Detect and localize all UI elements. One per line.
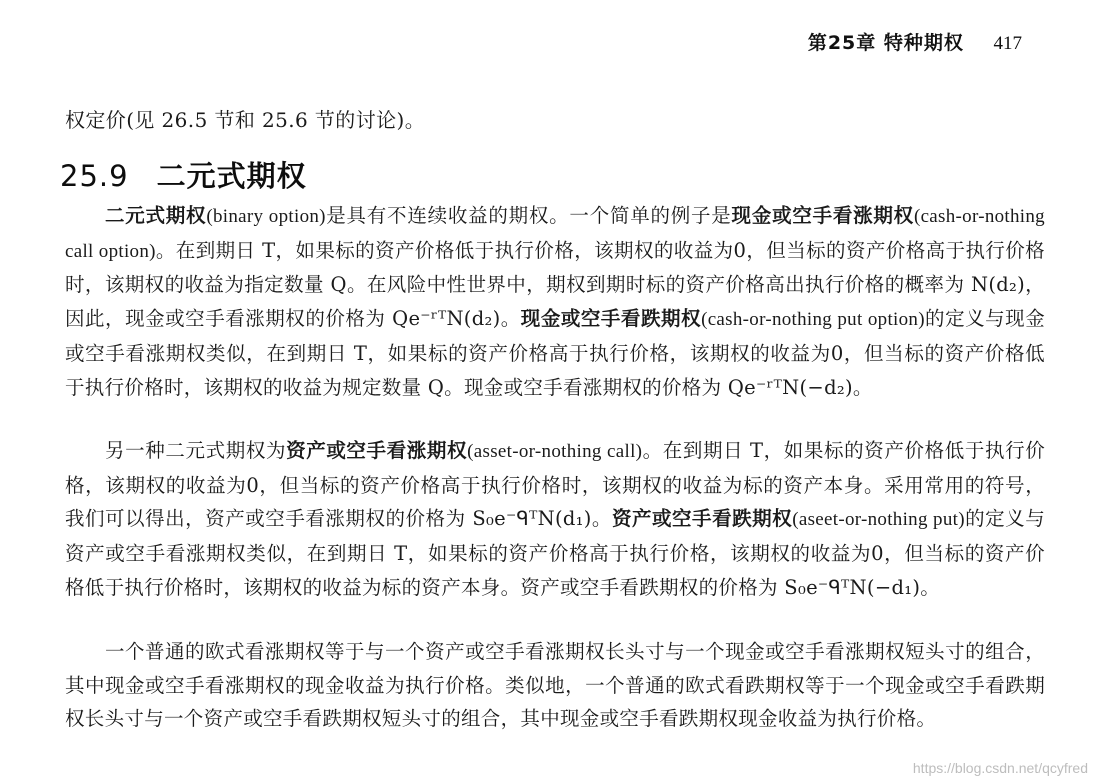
page-number: 417 bbox=[993, 33, 1022, 54]
paragraph-text: 。在到期日 T，如果标的资产价格低于执行价格，该期权的收益为0，但当标的资产价格高于执行价格时，该期权的收益为标的资产本身。采用常用的符号，我们可以得出，资产或空手看涨期权的价格为 S₀e⁻ᑫᵀN(d₁)。 bbox=[65, 439, 1045, 531]
term-binary-option: 二元式期权 bbox=[105, 204, 207, 227]
paragraph-parity bbox=[65, 635, 1045, 736]
paragraph-asset-or-nothing bbox=[65, 434, 1045, 605]
term-asset-or-nothing-call: 资产或空手看涨期权 bbox=[286, 439, 468, 462]
chapter-title: 第25章 特种期权 bbox=[807, 32, 964, 54]
paragraph-binary-options bbox=[65, 199, 1045, 404]
paragraph-text: 是具有不连续收益的期权。一个简单的例子是 bbox=[325, 204, 732, 227]
term-en: (cash-or-nothing call option) bbox=[65, 206, 1045, 262]
paragraph-text: 的定义与资产或空手看涨期权类似，在到期日 T，如果标的资产价格高于执行价格，该期权的收益为0，但当标的资产价格低于执行价格时，该期权的收益为标的资产本身。资产或空手看跌期权的价格为 S₀e⁻ᑫᵀN(−d₁)。 bbox=[65, 507, 1045, 599]
paragraph-text: 。在到期日 T，如果标的资产价格低于执行价格，该期权的收益为0，但当标的资产价格高于执行价格时，该期权的收益为指定数量 Q。在风险中性世界中，期权到期时标的资产价格高出执行价格的概率为 N(d₂)，因此，现金或空手看涨期权的价格为 Qe⁻ʳᵀN(d₂)。 bbox=[65, 238, 1045, 331]
running-header bbox=[808, 28, 1022, 55]
term-en: (cash-or-nothing put option) bbox=[701, 309, 925, 331]
watermark: https://blog.csdn.net/qcyfred bbox=[912, 760, 1088, 776]
paragraph-text: 一个普通的欧式看涨期权等于与一个资产或空手看涨期权长头寸与一个现金或空手看涨期权短头寸的组合，其中现金或空手看涨期权的现金收益为执行价格。类似地，一个普通的欧式看跌期权等于一个现金或空手看跌期权长头寸与一个资产或空手看跌期权短头寸的组合，其中现金或空手看跌期权现金收益为执行价格。 bbox=[65, 640, 1045, 731]
term-en: (binary option) bbox=[206, 206, 326, 227]
section-heading bbox=[60, 154, 307, 195]
section-number: 25.9 bbox=[60, 159, 129, 193]
term-cash-or-nothing-put: 现金或空手看跌期权 bbox=[520, 307, 702, 331]
paragraph-text: 的定义与现金或空手看涨期权类似，在到期日 T，如果标的资产价格高于执行价格，该期权的收益为0，但当标的资产价格低于执行价格时，该期权的收益为规定数量 Q。现金或空手看涨期权的价格为 Qe⁻ʳᵀN(−d₂)。 bbox=[65, 307, 1045, 399]
term-en: (aseet-or-nothing put) bbox=[792, 509, 965, 531]
section-title-text: 二元式期权 bbox=[156, 159, 307, 193]
term-en: (asset-or-nothing call) bbox=[467, 441, 643, 462]
lead-line: 权定价(见 26.5 节和 25.6 节的讨论)。 bbox=[65, 108, 426, 132]
paragraph-text: 另一种二元式期权为 bbox=[105, 439, 287, 462]
term-asset-or-nothing-put: 资产或空手看跌期权 bbox=[611, 507, 793, 531]
term-cash-or-nothing-call: 现金或空手看涨期权 bbox=[731, 204, 914, 227]
